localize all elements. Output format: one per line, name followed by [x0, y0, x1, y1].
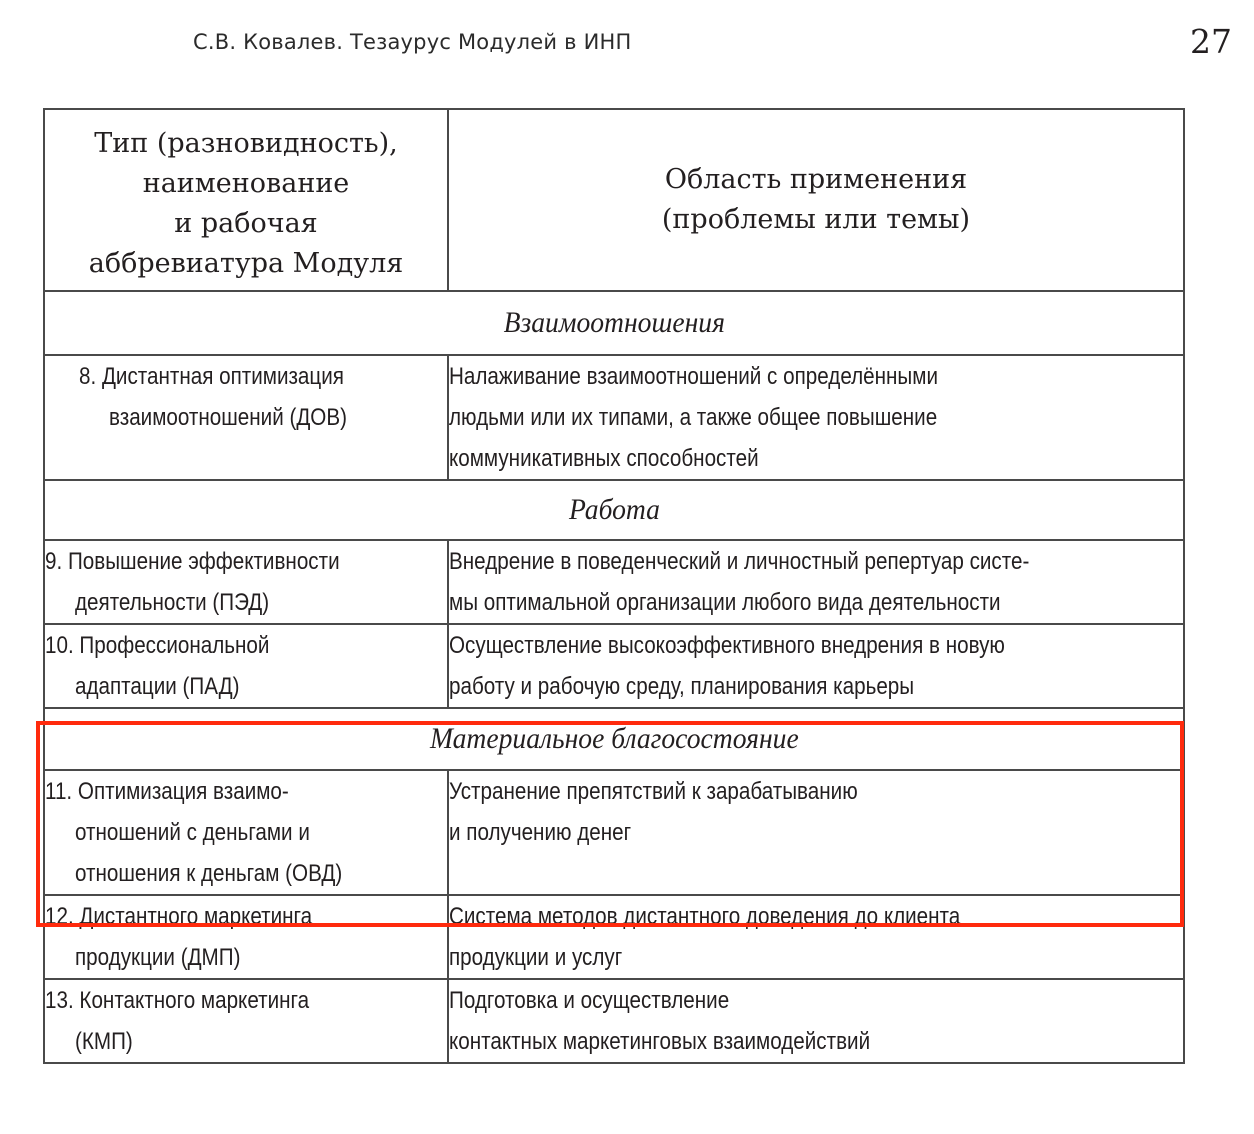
module-desc-text: продукции и услуг	[449, 944, 623, 971]
module-desc-line	[449, 541, 1183, 582]
module-name-text: отношений с деньгами и	[75, 819, 310, 846]
module-desc-cell	[448, 979, 1184, 1063]
module-name-cell	[44, 624, 448, 708]
section-title: Взаимоотношения	[503, 306, 725, 339]
module-name-line	[45, 541, 447, 582]
module-name-line	[45, 896, 447, 937]
module-desc-line	[449, 980, 1183, 1021]
module-desc-line	[449, 666, 1183, 707]
module-desc-line	[449, 812, 1183, 853]
module-name-cell	[44, 895, 448, 979]
module-name-line	[79, 397, 447, 438]
module-desc-line	[449, 438, 1183, 479]
module-desc-cell	[448, 540, 1184, 624]
table-header-row	[44, 109, 1184, 291]
running-head-title: С.В. Ковалев. Тезаурус Модулей в ИНП	[193, 30, 632, 54]
column-header-type-line: и рабочая	[174, 208, 318, 239]
section-title-cell	[44, 480, 1184, 540]
module-name-text: адаптации (ПАД)	[75, 673, 240, 700]
module-name-line	[45, 771, 447, 812]
module-name-cell	[44, 770, 448, 895]
module-name-line	[45, 812, 447, 853]
module-desc-text: контактных маркетинговых взаимодействий	[449, 1028, 871, 1055]
module-desc-cell	[448, 895, 1184, 979]
table-row	[44, 770, 1184, 895]
module-desc-line	[449, 625, 1183, 666]
section-title-cell	[44, 708, 1184, 770]
module-desc-text: людьми или их типами, а также общее повышение	[449, 404, 938, 431]
table-row	[44, 624, 1184, 708]
module-desc-line	[449, 397, 1183, 438]
module-name-line	[79, 356, 447, 397]
section-title-cell	[44, 291, 1184, 355]
module-name-text: 8. Дистантная оптимизация	[79, 363, 344, 390]
column-header-type	[44, 109, 448, 291]
column-header-type-line: Тип (разновидность),	[94, 128, 398, 159]
module-name-cell	[44, 979, 448, 1063]
module-desc-text: Осуществление высокоэффективного внедрения в новую	[449, 632, 1005, 659]
module-name-text: 10. Профессиональной	[45, 632, 270, 659]
module-desc-line	[449, 356, 1183, 397]
table-row	[44, 895, 1184, 979]
column-header-type-line: наименование	[142, 168, 350, 199]
table-row	[44, 540, 1184, 624]
module-desc-text: Подготовка и осуществление	[449, 987, 730, 1014]
module-name-text: деятельности (ПЭД)	[75, 589, 270, 616]
module-name-text: 11. Оптимизация взаимо-	[45, 778, 289, 805]
module-name-text: 12. Дистантного маркетинга	[45, 903, 313, 930]
table-row	[44, 979, 1184, 1063]
module-name-line	[45, 980, 447, 1021]
column-header-scope-line: Область применения	[664, 164, 968, 195]
module-name-line	[45, 853, 447, 894]
table-row	[44, 355, 1184, 480]
module-desc-text: Система методов дистантного доведения до клиента	[449, 903, 961, 930]
module-name-text: 9. Повышение эффективности	[45, 548, 340, 575]
module-name-line	[45, 1021, 447, 1062]
module-name-cell	[44, 540, 448, 624]
module-name-line	[45, 582, 447, 623]
module-name-line	[45, 625, 447, 666]
section-title: Материальное благосостояние	[429, 722, 799, 755]
module-desc-line	[449, 896, 1183, 937]
section-title: Работа	[568, 493, 660, 526]
module-desc-text: и получению денег	[449, 819, 632, 846]
page-number: 27	[1190, 22, 1232, 61]
module-desc-text: Внедрение в поведенческий и личностный репертуар систе-	[449, 548, 1030, 575]
module-desc-text: Устранение препятствий к зарабатыванию	[449, 778, 858, 805]
module-desc-line	[449, 1021, 1183, 1062]
column-header-scope	[448, 109, 1184, 291]
module-name-text: отношения к деньгам (ОВД)	[75, 860, 343, 887]
module-desc-line	[449, 582, 1183, 623]
module-desc-cell	[448, 624, 1184, 708]
section-row	[44, 291, 1184, 355]
module-name-text: продукции (ДМП)	[75, 944, 241, 971]
module-desc-text: работу и рабочую среду, планирования карьеры	[449, 673, 915, 700]
module-desc-text: Налаживание взаимоотношений с определёнными	[449, 363, 938, 390]
section-row	[44, 708, 1184, 770]
module-desc-cell	[448, 770, 1184, 895]
module-name-text: взаимоотношений (ДОВ)	[109, 404, 348, 431]
module-name-text: 13. Контактного маркетинга	[45, 987, 310, 1014]
column-header-scope-line: (проблемы или темы)	[661, 204, 971, 235]
module-desc-line	[449, 771, 1183, 812]
module-name-line	[45, 937, 447, 978]
column-header-type-line: аббревиатура Модуля	[88, 248, 404, 279]
module-name-line	[45, 666, 447, 707]
section-row	[44, 480, 1184, 540]
module-desc-line	[449, 937, 1183, 978]
module-desc-text: мы оптимальной организации любого вида деятельности	[449, 589, 1001, 616]
modules-table	[43, 108, 1185, 1064]
module-desc-text: коммуникативных способностей	[449, 445, 759, 472]
module-name-cell	[44, 355, 448, 480]
module-name-text: (КМП)	[75, 1028, 133, 1055]
module-desc-cell	[448, 355, 1184, 480]
